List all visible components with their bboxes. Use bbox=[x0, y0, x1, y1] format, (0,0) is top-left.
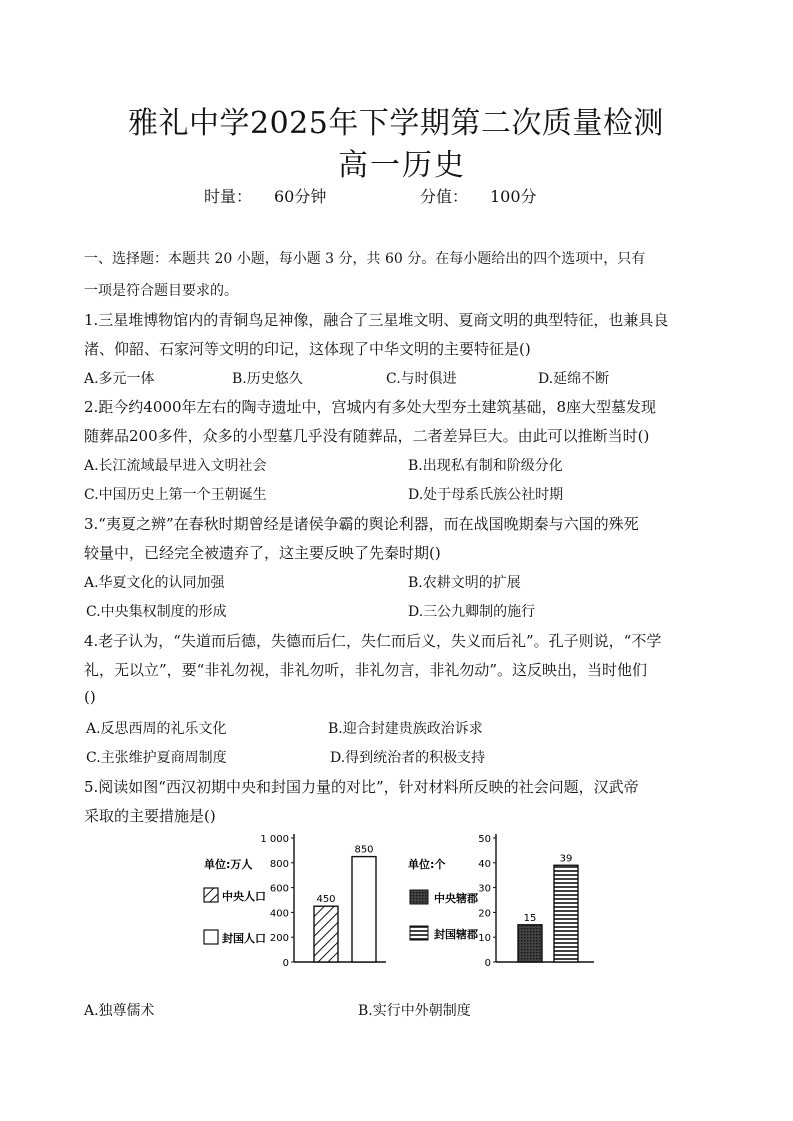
bar-value-label: 450 bbox=[316, 894, 336, 906]
y-tick-label: 10 bbox=[478, 933, 491, 945]
chart-1-legend-1: 中央人口 bbox=[222, 890, 266, 903]
chart-2-legend-1: 中央辖郡 bbox=[434, 892, 478, 905]
y-tick-label: 40 bbox=[478, 858, 491, 870]
question-4-line: 礼，无以立”，要“非礼勿视，非礼勿听，非礼勿言，非礼勿动”。这反映出，当时他们 bbox=[84, 661, 648, 679]
exam-title: 雅礼中学2025年下学期第二次质量检测 bbox=[128, 106, 664, 141]
question-4-option-d[interactable]: D.得到统治者的积极支持 bbox=[330, 750, 486, 766]
question-2-option-d[interactable]: D.处于母系氏族公社时期 bbox=[408, 487, 564, 503]
chart-1-bar-2 bbox=[352, 857, 376, 962]
y-tick-label: 400 bbox=[269, 908, 289, 920]
legend-swatch-blank bbox=[204, 930, 218, 944]
chart-1-legend-2: 封国人口 bbox=[222, 932, 266, 945]
chart-2-bar-2 bbox=[554, 865, 578, 962]
question-2-line: 2.距今约4000年左右的陶寺遗址中，宫城内有多处大型夯土建筑基础，8座大型墓发现 bbox=[84, 398, 657, 416]
question-2-line: 随葬品200多件，众多的小型墓几乎没有随葬品，二者差异巨大。由此可以推断当时() bbox=[84, 427, 650, 445]
question-5-line: 5.阅读如图“西汉初期中央和封国力量的对比”，针对材料所反映的社会问题，汉武帝 bbox=[84, 778, 639, 796]
question-3-option-c[interactable]: C.中央集权制度的形成 bbox=[86, 604, 227, 620]
question-1-line: 渚、仰韶、石家河等文明的印记，这体现了中华文明的主要特征是() bbox=[84, 340, 531, 358]
question-2-option-c[interactable]: C.中国历史上第一个王朝诞生 bbox=[84, 487, 267, 503]
question-3-option-b[interactable]: B.农耕文明的扩展 bbox=[408, 575, 521, 591]
question-4-line: () bbox=[84, 688, 96, 706]
section-intro: 一、选择题：本题共 20 小题，每小题 3 分，共 60 分。在每小题给出的四个选项中，只有 bbox=[84, 251, 646, 267]
y-tick-label: 0 bbox=[484, 958, 491, 969]
question-2-option-b[interactable]: B.出现私有制和阶级分化 bbox=[408, 458, 563, 474]
question-2-option-a[interactable]: A.长江流域最早进入文明社会 bbox=[84, 458, 267, 474]
subject-title: 高一历史 bbox=[338, 148, 466, 183]
score-value: 100分 bbox=[490, 187, 537, 206]
time-value: 60分钟 bbox=[274, 187, 327, 206]
question-1-option-c[interactable]: C.与时俱进 bbox=[386, 371, 457, 387]
question-1-line: 1.三星堆博物馆内的青铜鸟足神像，融合了三星堆文明、夏商文明的典型特征，也兼具良 bbox=[84, 311, 669, 329]
bar-value-label: 39 bbox=[559, 853, 573, 865]
question-4-option-b[interactable]: B.迎合封建贵族政治诉求 bbox=[328, 721, 483, 737]
time-label: 时量： bbox=[204, 187, 253, 206]
question-4-line: 4.老子认为，“失道而后德，失德而后仁，失仁而后义，失义而后礼”。孔子则说，“不学 bbox=[84, 632, 662, 650]
question-3-option-a[interactable]: A.华夏文化的认同加强 bbox=[84, 575, 225, 591]
y-tick-label: 200 bbox=[269, 933, 289, 945]
question-1-option-b[interactable]: B.历史悠久 bbox=[232, 371, 303, 387]
question-3-option-d[interactable]: D.三公九卿制的施行 bbox=[408, 604, 536, 620]
score-label: 分值： bbox=[420, 187, 469, 206]
question-1-option-a[interactable]: A.多元一体 bbox=[84, 371, 155, 387]
y-tick-label: 1 000 bbox=[260, 834, 289, 845]
population-bar-chart bbox=[196, 826, 396, 974]
chart-2-unit: 单位:个 bbox=[408, 858, 446, 871]
bar-value-label: 850 bbox=[354, 844, 374, 856]
chart-2-legend-2: 封国辖郡 bbox=[434, 928, 478, 941]
prefecture-bar-chart bbox=[404, 826, 604, 974]
y-tick-label: 30 bbox=[478, 883, 491, 895]
y-tick-label: 0 bbox=[282, 958, 289, 969]
section-intro-cont: 一项是符合题目要求的。 bbox=[84, 283, 238, 299]
y-tick-label: 600 bbox=[269, 883, 289, 895]
question-5-line: 采取的主要措施是() bbox=[84, 807, 216, 825]
chart-1-bar-1 bbox=[314, 906, 338, 962]
y-tick-label: 20 bbox=[478, 908, 491, 920]
legend-swatch-hatched bbox=[204, 888, 218, 902]
chart-1-unit: 单位:万人 bbox=[204, 858, 253, 871]
chart-2-bar-1 bbox=[518, 925, 542, 962]
question-4-option-a[interactable]: A.反思西周的礼乐文化 bbox=[86, 721, 227, 737]
question-1-option-d[interactable]: D.延绵不断 bbox=[538, 371, 610, 387]
legend-swatch-dotted bbox=[410, 890, 428, 904]
question-3-line: 3.“夷夏之辨”在春秋时期曾经是诸侯争霸的舆论利器，而在战国晚期秦与六国的殊死 bbox=[84, 515, 639, 533]
bar-value-label: 15 bbox=[523, 912, 537, 924]
legend-swatch-lined bbox=[410, 926, 428, 940]
question-4-option-c[interactable]: C.主张维护夏商周制度 bbox=[86, 750, 227, 766]
y-tick-label: 800 bbox=[269, 858, 289, 870]
y-tick-label: 50 bbox=[478, 834, 491, 845]
question-5-option-a[interactable]: A.独尊儒术 bbox=[84, 1003, 155, 1019]
question-3-line: 较量中，已经完全被遗弃了，这主要反映了先秦时期() bbox=[84, 544, 441, 562]
question-5-option-b[interactable]: B.实行中外朝制度 bbox=[358, 1003, 471, 1019]
